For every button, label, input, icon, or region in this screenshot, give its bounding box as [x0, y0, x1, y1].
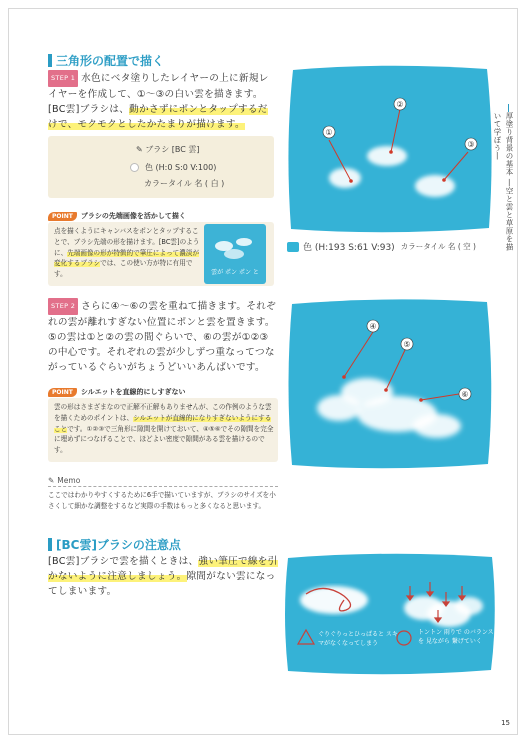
- point1-badge: POINT: [48, 212, 77, 221]
- memo-text: ここではわかりやすくするために6手で描いていますが、ブラシのサイズを小さくして細かな調整をするなど実際の手数はもっと多くなると思います。: [48, 491, 276, 510]
- step1-highlight: 動かさずにポンとタップするだけで、モクモクとしたかたまりが描けます。: [48, 104, 268, 130]
- label-1: ①: [325, 128, 333, 137]
- point2-highlight: シルエットが直線的になりすぎないようにすること: [54, 413, 272, 433]
- white-swatch-icon: [130, 163, 139, 172]
- thumb-label: 雲が ポン ポン と: [211, 269, 259, 276]
- color-line: [130, 162, 216, 173]
- section3-text-a: [BC雲]ブラシで雲を描くときは、: [48, 556, 199, 567]
- point1-text: [54, 226, 200, 280]
- label-2: ②: [396, 100, 404, 109]
- cloud-7: [413, 414, 461, 438]
- brush-comparison-illustration: [284, 552, 496, 676]
- section-title-triangle: [48, 52, 164, 69]
- brush-line: [136, 144, 200, 155]
- sky-swatch-icon: [287, 242, 299, 252]
- pointer-dot-2: [389, 150, 393, 154]
- step2-badge: STEP 2: [48, 298, 78, 315]
- point2-title: シルエットを直線的にしすぎない: [80, 388, 186, 396]
- section3-title-text: [BC雲]ブラシの注意点: [56, 538, 181, 552]
- memo-pencil-icon: ✎: [48, 476, 55, 485]
- color-value: 色 (H:0 S:0 V:100): [145, 163, 217, 172]
- chapter-side-tab: [493, 112, 518, 252]
- cloud-illustration-1: [287, 64, 493, 234]
- label-3: ③: [467, 140, 475, 149]
- good-cloud-3: [455, 597, 483, 615]
- sky-color-value: 色 (H:193 S:61 V:93): [303, 243, 395, 253]
- memo-title: Memo: [57, 476, 81, 485]
- bad-caption: ぐりぐりっとひっぱると スキマがなくなってしまう: [318, 631, 398, 647]
- cloud-2: [367, 146, 407, 166]
- memo-header: [48, 476, 80, 485]
- point1-text-b: では、この使い方が特に有用です。: [54, 259, 193, 279]
- point1-text-a: 点を描くようにキャンバスをポンとタップすることで、ブラシ先端の形を描けます。[BC雲]のように、: [54, 227, 200, 257]
- point2-header: [48, 387, 186, 397]
- pointer-dot-3: [442, 178, 446, 182]
- pointer-dot-1: [349, 179, 353, 183]
- brush-name: ブラシ [BC 雲]: [145, 145, 200, 154]
- sky-color-caption: [287, 240, 476, 253]
- label-6: ⑥: [461, 390, 469, 399]
- point2-text-a: 雲の形はさまざまなので正解不正解もありませんが、この作例のような雲を描くためのポイントは、: [54, 403, 272, 422]
- title-bar-3: [48, 538, 52, 551]
- label-4: ④: [369, 322, 377, 331]
- point1-highlight: 先端画像の形が特徴的で筆圧によって濃淡が変化するブラシ: [54, 248, 200, 268]
- page-number: 15: [501, 719, 510, 727]
- section3-highlight: 強い筆圧で線を引かないように注意しましょう。: [48, 556, 278, 582]
- section3-text-b: 隙間がない雲になってしまいます。: [48, 571, 276, 597]
- label-5: ⑤: [403, 340, 411, 349]
- step1-paragraph: [48, 70, 276, 132]
- sky-tile-name: カラータイル 名 ( 空 ): [400, 242, 476, 251]
- step2-text: さらに④～⑥の雲を重ねて描きます。それぞれの雲が離れすぎない位置にポンと雲を置きます。⑤の雲は①と②の雲の間ぐらいで、⑥の雲が①②③の中心です。それぞれの雲が少しずつ重なってつながっているぐらいがちょうどいいあんばいです。: [48, 301, 277, 373]
- cloud-3: [415, 175, 455, 197]
- side-tab-line: [508, 104, 509, 112]
- point2-text: [54, 402, 274, 456]
- step1-text: 水色にベタ塗りしたレイヤーの上に新規レイヤーを作成して、①～③の白い雲を描きます。[BC雲]ブラシは、: [48, 73, 269, 115]
- point1-header: [48, 211, 186, 221]
- step2-paragraph: [48, 298, 278, 375]
- pointer-dot-4: [342, 375, 346, 379]
- point2-badge: POINT: [48, 388, 77, 397]
- section-title-text: 三角形の配置で描く: [56, 54, 165, 68]
- section3-paragraph: [48, 554, 280, 599]
- sky-background-2: [289, 299, 492, 468]
- brush-settings-note: [48, 136, 274, 198]
- cloud-illustration-2: [287, 296, 493, 471]
- side-tab-text: 厚塗り背景の基本 ―空と雲と草原を描いて学ぼう―: [493, 112, 514, 251]
- memo-divider: [48, 486, 278, 487]
- point2-text-b: です。①②③で三角形に隙間を開けておいて、④⑤⑥でその隙間を完全に埋めずにつなげることで、ほどよい密度で隙間がある雲を描けるのです。: [54, 424, 274, 455]
- thumb-cloud-3: [224, 249, 244, 259]
- tile-line: カラータイル 名 ( 白 ): [144, 179, 225, 188]
- pointer-dot-5: [384, 388, 388, 392]
- section-title-brush-notes: [48, 536, 181, 553]
- pen-icon: ✎: [136, 145, 143, 154]
- pointer-dot-6: [419, 398, 423, 402]
- thumb-cloud-2: [236, 238, 252, 246]
- cloud-1: [329, 168, 361, 188]
- title-bar: [48, 54, 52, 67]
- step1-badge: STEP 1: [48, 70, 78, 87]
- point1-title: ブラシの先端画像を活かして描く: [80, 212, 186, 220]
- good-caption: トントン 雨りで のバランスを 見ながら 繋げていく: [418, 629, 494, 645]
